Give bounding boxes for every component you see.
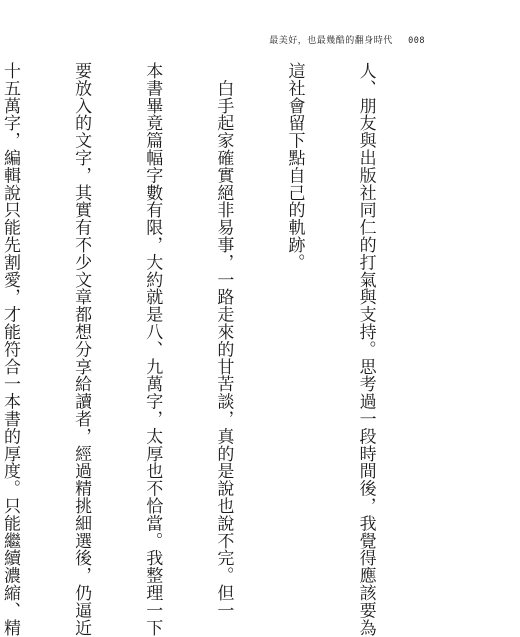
- page-number: 008: [408, 36, 425, 46]
- text-line: 這社會留下點自己的軌跡。: [284, 62, 305, 271]
- text-line: 本書畢竟篇幅字數有限，大約就是八、九萬字，太厚也不恰當。我整理一下: [142, 62, 163, 637]
- running-title: 最美好，也最幾酷的翻身時代: [269, 36, 393, 46]
- running-header: [269, 33, 425, 46]
- body-text: [0, 62, 424, 637]
- text-line: 十五萬字，編輯說只能先割愛，才能符合一本書的厚度。只能繼續濃縮、精: [0, 62, 21, 637]
- text-line: 白手起家確實絕非易事，一路走來的甘苦談，真的是說也說不完。但一: [213, 62, 234, 619]
- text-line: 人、朋友與出版社同仁的打氣與支持。思考過一段時間後，我覺得應該要為: [355, 62, 376, 637]
- text-line: 要放入的文字，其實有不少文章都想分享給讀者，經過精挑細選後，仍逼近: [71, 62, 92, 637]
